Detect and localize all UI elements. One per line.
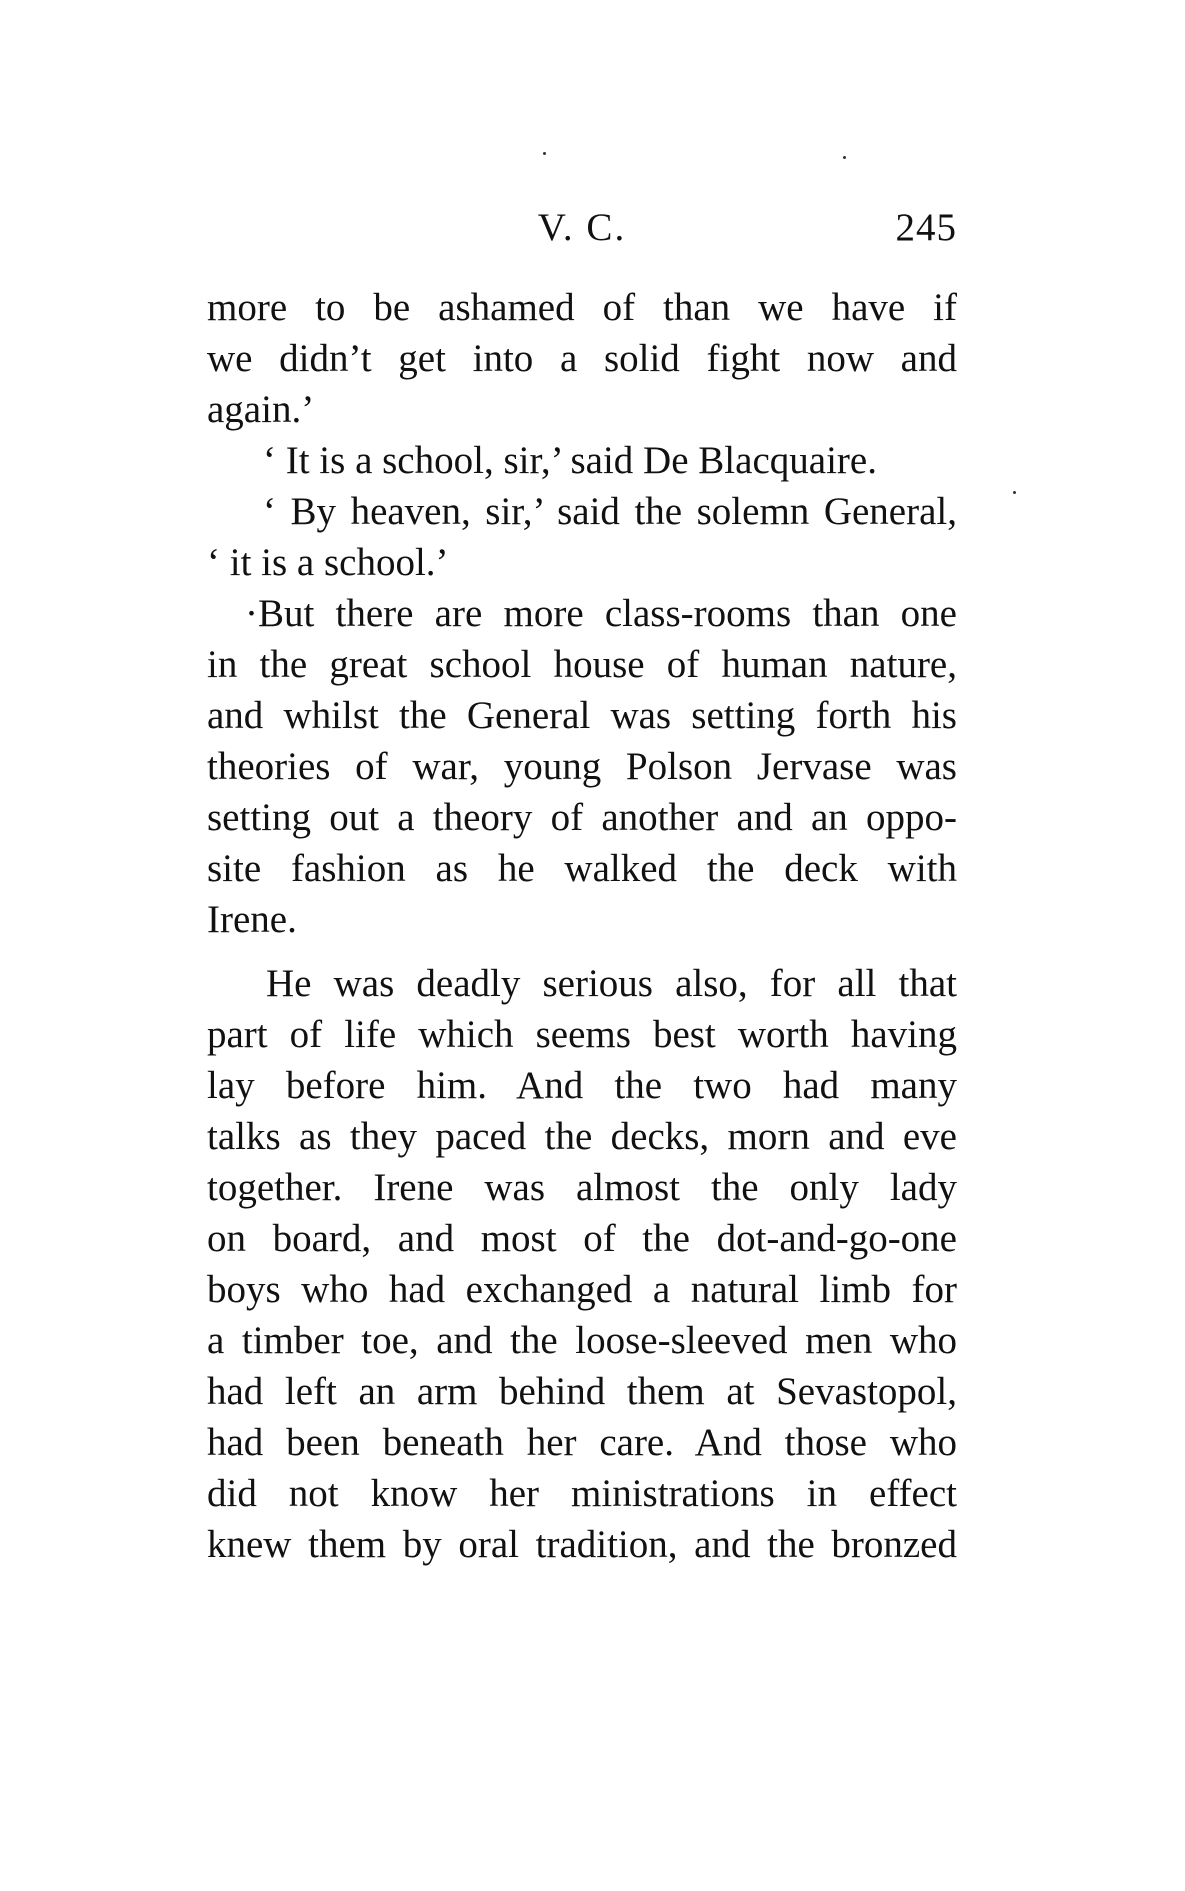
text-line: lay before him. And the two had many — [207, 1064, 957, 1107]
text-line: He was deadly serious also, for all that — [266, 962, 957, 1005]
text-line: together. Irene was almost the only lady — [207, 1166, 957, 1209]
text-line: ·But there are more class-rooms than one — [245, 592, 957, 635]
text-line: had left an arm behind them at Sevastopol, — [207, 1370, 957, 1413]
paragraph-gap — [207, 945, 957, 958]
print-speck — [1013, 491, 1016, 494]
text-line: site fashion as he walked the deck with — [207, 847, 957, 890]
body-text — [207, 282, 957, 1570]
page-number: 245 — [895, 206, 957, 249]
text-line: again.’ — [207, 388, 315, 431]
running-title: V. C. — [537, 206, 627, 249]
print-speck — [543, 152, 546, 155]
text-line: had been beneath her care. And those who — [207, 1421, 957, 1464]
text-line: talks as they paced the decks, morn and eve — [207, 1115, 957, 1158]
text-line: Irene. — [207, 898, 297, 941]
text-line: setting out a theory of another and an oppo- — [207, 796, 957, 839]
text-line: ‘ It is a school, sir,’ said De Blacquaire. — [263, 439, 877, 482]
text-line: more to be ashamed of than we have if — [207, 286, 957, 329]
print-speck — [843, 156, 846, 159]
text-line: knew them by oral tradition, and the bronzed — [207, 1523, 957, 1566]
text-line: ‘ By heaven, sir,’ said the solemn General, — [263, 490, 957, 533]
text-line: theories of war, young Polson Jervase was — [207, 745, 957, 788]
text-line: did not know her ministrations in effect — [207, 1472, 957, 1515]
text-line: and whilst the General was setting forth his — [207, 694, 957, 737]
text-line: ‘ it is a school.’ — [207, 541, 449, 584]
text-line: boys who had exchanged a natural limb for — [207, 1268, 957, 1311]
text-line: part of life which seems best worth having — [207, 1013, 957, 1056]
text-line: in the great school house of human nature, — [207, 643, 957, 686]
text-line: on board, and most of the dot-and-go-one — [207, 1217, 957, 1260]
text-line: a timber toe, and the loose-sleeved men who — [207, 1319, 957, 1362]
running-head — [207, 205, 957, 255]
text-line: we didn’t get into a solid fight now and — [207, 337, 957, 380]
